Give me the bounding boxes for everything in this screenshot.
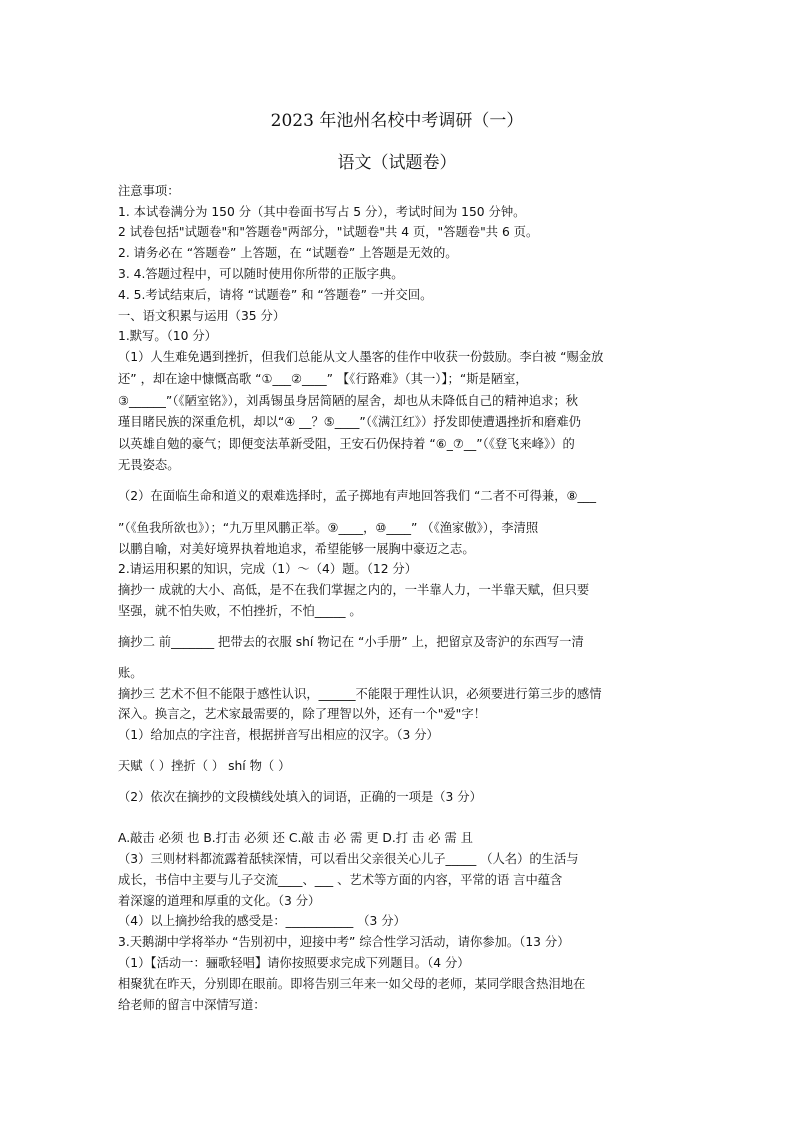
question-heading: 3.天鹅湖中学将举办 “告别初中，迎接中考” 综合性学习活动，请你参加。（13 分） bbox=[118, 935, 570, 949]
question-line: 着深邃的道理和厚重的文化。（3 分） bbox=[118, 894, 321, 908]
question-line: 给老师的留言中深情写道： bbox=[118, 998, 266, 1012]
question-line: （4）以上摘抄给我的感受是：___________ （3 分） bbox=[118, 914, 406, 928]
question-line: 无畏姿态。 bbox=[118, 458, 180, 472]
note-item: 4. 5.考试结束后，请将 “试题卷” 和 “答题卷” 一并交回。 bbox=[118, 288, 433, 302]
question-line: 以英雄自勉的豪气；即便变法革新受阻，王安石仍保持着 “⑥_⑦__”（《登飞来峰》）的 bbox=[118, 437, 575, 451]
question-line: 瑾目睹民族的深重危机，却以“④ __？⑤____”（《满江红》）抒发即使遭遇挫折和磨难仍 bbox=[118, 415, 581, 429]
question-line: 坚强，就不怕失败，不怕挫折，不怕_____ 。 bbox=[118, 604, 362, 618]
note-item: 1. 本试卷满分为 150 分（其中卷面书写占 5 分），考试时间为 150 分钟。 bbox=[118, 205, 526, 219]
question-line: 天赋（ ）挫折（ ） shí 物（ ） bbox=[118, 759, 291, 773]
question-line: （2）依次在摘抄的文段横线处填入的词语，正确的一项是（3 分） bbox=[118, 790, 482, 804]
question-line: 摘抄一 成就的大小、高低，是不在我们掌握之内的，一半靠人力，一半靠天赋，但只要 bbox=[118, 583, 590, 597]
question-line: ③______”（《陋室铭》），刘禹锡虽身居简陋的屋舍，却也从未降低自己的精神追求；秋 bbox=[118, 394, 579, 408]
question-line: 摘抄二 前_______ 把带去的衣服 shí 物记在 “小手册” 上，把留京及寄沪的东西写一清 bbox=[118, 635, 584, 649]
question-line: 以鹏自喻，对美好境界执着地追求，希望能够一展胸中豪迈之志。 bbox=[118, 542, 475, 556]
exam-title: 2023 年池州名校中考调研（一） bbox=[270, 111, 524, 131]
question-line: （1）【活动一：骊歌轻唱】请你按照要求完成下列题目。（4 分） bbox=[118, 956, 470, 970]
question-line: 相聚犹在昨天，分别即在眼前。即将告别三年来一如父母的老师，某同学眼含热泪地在 bbox=[118, 977, 586, 991]
question-line: ”（《鱼我所欲也》）；“九万里风鹏正举。⑨____，⑩____” （《渔家傲》），李清照 bbox=[118, 521, 539, 535]
question-line: （2）在面临生命和道义的艰难选择时，孟子掷地有声地回答我们 “二者不可得兼，⑧___ bbox=[118, 489, 596, 503]
question-heading: 1.默写。（10 分） bbox=[118, 329, 217, 343]
exam-subtitle: 语文（试题卷） bbox=[337, 153, 457, 173]
question-line: 账。 bbox=[118, 666, 143, 680]
section-heading: 一、语文积累与运用（35 分） bbox=[118, 309, 286, 323]
notes-heading: 注意事项： bbox=[118, 184, 180, 198]
question-heading: 2.请运用积累的知识，完成（1）～（4）题。（12 分） bbox=[118, 562, 418, 576]
question-line: （3）三则材料都流露着舐犊深情，可以看出父亲很关心儿子_____ （人名）的生活与 bbox=[118, 852, 579, 866]
question-line: （1）人生难免遇到挫折，但我们总能从文人墨客的佳作中收获一份鼓励。李白被 “赐金放 bbox=[118, 350, 604, 364]
note-item: 3. 4.答题过程中，可以随时使用你所带的正版字典。 bbox=[118, 267, 404, 281]
question-line: 摘抄三 艺术不但不能限于感性认识，______不能限于理性认识，必须要进行第三步的感情 bbox=[118, 687, 602, 701]
question-line: 还” ，却在途中慷慨高歌 “①___②____” 【《行路难》（其一）】；“斯是陋室， bbox=[118, 372, 528, 386]
note-item: 2. 请务必在 “答题卷” 上答题，在 “试题卷” 上答题是无效的。 bbox=[118, 246, 458, 260]
question-line: （1）给加点的字注音，根据拼音写出相应的汉字。（3 分） bbox=[118, 728, 439, 742]
question-line: 成长，书信中主要与儿子交流____、___ 、艺术等方面的内容，平常的语 言中蕴含 bbox=[118, 873, 563, 887]
question-line: 深入。换言之，艺术家最需要的，除了理智以外，还有一个"爱"字！ bbox=[118, 707, 486, 721]
question-line: A.敲击 必须 也 B.打击 必须 还 C.敲 击 必 需 更 D.打 击 必 需 且 bbox=[118, 831, 473, 845]
note-item: 2 试卷包括"试题卷"和"答题卷"两部分，"试题卷"共 4 页，"答题卷"共 6 页。 bbox=[118, 225, 539, 239]
